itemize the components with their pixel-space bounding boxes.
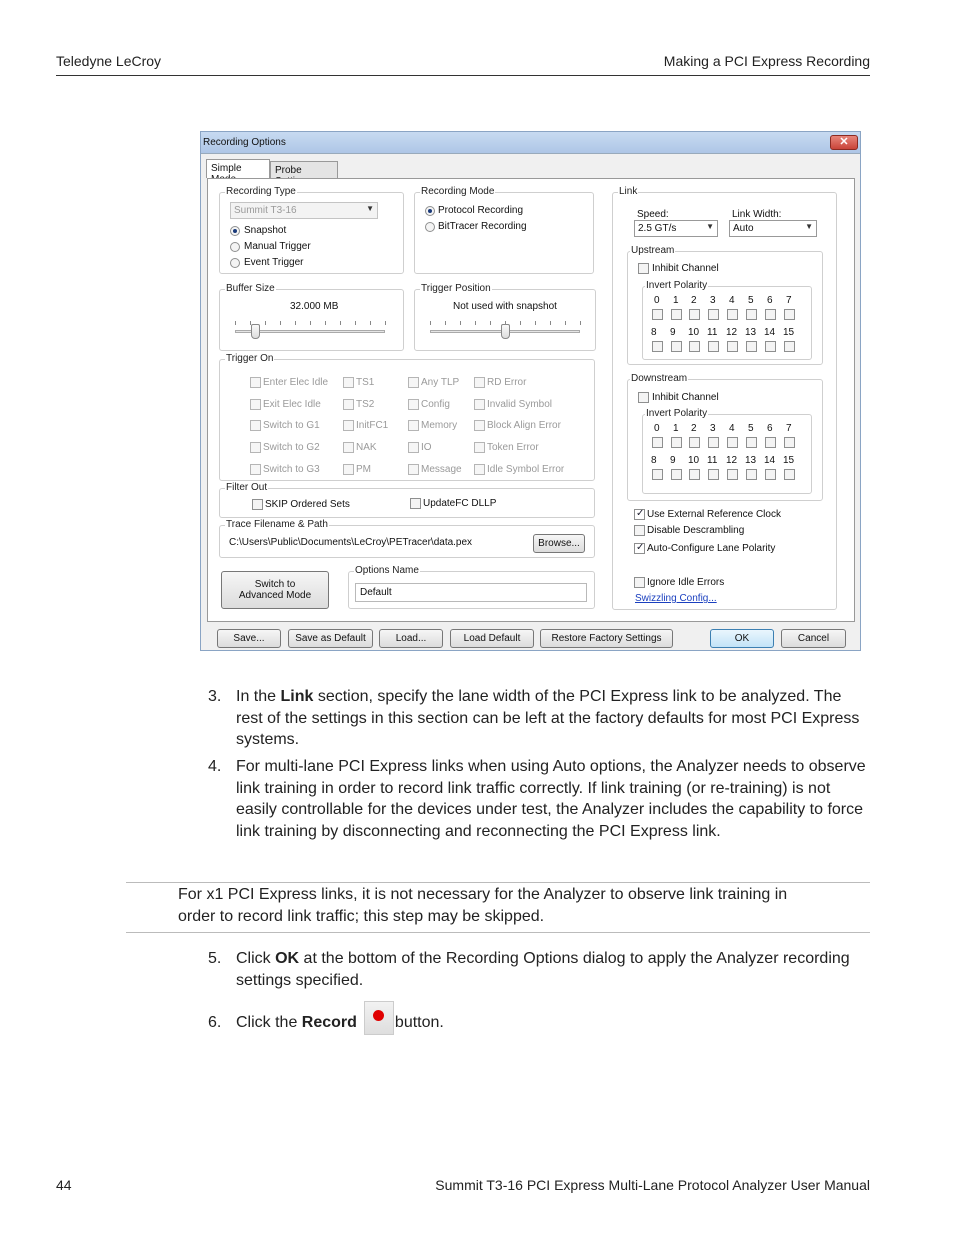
step-number: 4. — [208, 758, 222, 775]
slider-tick — [580, 321, 581, 325]
header-section-title: Making a PCI Express Recording — [663, 53, 870, 69]
trigger-option-label: IO — [421, 442, 432, 454]
step-number: 3. — [208, 688, 222, 705]
downstream-lane-polarity-checkbox[interactable] — [708, 437, 719, 448]
chevron-down-icon: ▼ — [706, 222, 714, 231]
trigger-option-label: Switch to G3 — [263, 463, 320, 475]
snapshot-radio[interactable] — [230, 226, 240, 236]
slider-tick — [340, 321, 341, 325]
event-trigger-radio[interactable] — [230, 258, 240, 268]
downstream-lane-number: 0 — [654, 423, 660, 434]
upstream-lane-polarity-checkbox[interactable] — [746, 309, 757, 320]
link-width-label: Link Width: — [732, 209, 782, 220]
downstream-lane-number: 4 — [729, 423, 735, 434]
event-trigger-label: Event Trigger — [244, 257, 304, 268]
trigger-option-label: PM — [356, 463, 371, 475]
trigger-option-label: Any TLP — [421, 377, 460, 388]
device-select-value: Summit T3-16 — [234, 205, 297, 216]
trigger-option-label: Invalid Symbol — [487, 398, 553, 410]
downstream-lane-polarity-checkbox[interactable] — [784, 469, 795, 480]
upstream-lane-number: 4 — [729, 295, 735, 306]
slider-tick — [475, 321, 476, 325]
trigger-option-label: Switch to G2 — [263, 442, 320, 454]
upstream-lane-number: 6 — [767, 295, 773, 306]
close-button[interactable]: ✕ — [830, 135, 858, 150]
buffer-size-slider[interactable] — [251, 324, 260, 339]
upstream-inhibit-label: Inhibit Channel — [652, 263, 719, 274]
external-ref-clock-label: Use External Reference Clock — [647, 509, 781, 520]
upstream-lane-polarity-checkbox[interactable] — [708, 341, 719, 352]
auto-configure-polarity-label: Auto-Configure Lane Polarity — [647, 543, 776, 554]
dialog-title: Recording Options — [203, 137, 286, 148]
step-text-pre: Click the — [236, 1014, 302, 1031]
note-rule-bottom — [126, 932, 870, 933]
upstream-lane-polarity-checkbox[interactable] — [689, 341, 700, 352]
step-text — [236, 948, 870, 991]
slider-tick — [505, 321, 506, 325]
trigger-option-label: Switch to G1 — [263, 420, 320, 432]
downstream-lane-number: 13 — [745, 455, 757, 466]
trigger-option-label: Memory — [421, 420, 458, 432]
recording-type-group — [219, 186, 404, 274]
upstream-lane-polarity-checkbox[interactable] — [784, 341, 795, 352]
buffer-size-label: Buffer Size — [226, 283, 275, 294]
record-button-icon — [364, 1001, 394, 1035]
options-name-group — [348, 565, 595, 609]
trigger-option-label: RD Error — [487, 377, 527, 388]
downstream-inhibit-label: Inhibit Channel — [652, 392, 719, 403]
trigger-checkbox[interactable] — [408, 442, 419, 453]
header-company: Teledyne LeCroy — [56, 53, 162, 69]
downstream-inhibit-checkbox[interactable] — [638, 392, 649, 403]
swizzling-config-link[interactable]: Swizzling Config... — [635, 593, 717, 604]
slider-tick — [265, 321, 266, 325]
slider-tick — [250, 321, 251, 325]
upstream-lane-number: 14 — [764, 327, 776, 338]
upstream-lane-polarity-checkbox[interactable] — [765, 341, 776, 352]
trigger-option-label: InitFC1 — [356, 420, 389, 432]
step-text: For multi-lane PCI Express links when using Auto options, the Analyzer needs to observe link training in order to record link traffic correctly. If link training (or re-training) is not easily controllable for the devices under test, the Analyzer includes the capability to force link training by disconnecting and reconnecting the PCI Express link. — [236, 758, 866, 841]
downstream-lane-number: 7 — [786, 423, 792, 434]
trigger-option-label: Idle Symbol Error — [487, 463, 565, 475]
trigger-option-label: Enter Elec Idle — [263, 377, 329, 388]
trace-filename-group — [219, 519, 595, 558]
downstream-lane-number: 12 — [726, 455, 738, 466]
trigger-checkbox[interactable] — [250, 399, 261, 410]
protocol-recording-label: Protocol Recording — [438, 205, 524, 216]
upstream-lane-number: 2 — [691, 295, 697, 306]
chevron-down-icon: ▼ — [366, 204, 374, 213]
upstream-lane-number: 15 — [783, 327, 795, 338]
slider-tick — [430, 321, 431, 325]
upstream-lane-number: 8 — [651, 327, 657, 338]
upstream-lane-polarity-checkbox[interactable] — [652, 309, 663, 320]
trigger-checkbox[interactable] — [250, 420, 261, 431]
downstream-lane-polarity-checkbox[interactable] — [689, 437, 700, 448]
upstream-lane-polarity-checkbox[interactable] — [671, 341, 682, 352]
downstream-lane-number: 6 — [767, 423, 773, 434]
step-text-pre: Click — [236, 950, 276, 967]
link-group — [612, 186, 837, 610]
trigger-option-label: Message — [421, 463, 462, 475]
trigger-checkbox[interactable] — [250, 442, 261, 453]
speed-select-value: 2.5 GT/s — [638, 223, 677, 234]
upstream-lane-polarity-checkbox[interactable] — [784, 309, 795, 320]
downstream-label: Downstream — [631, 373, 688, 384]
protocol-recording-radio[interactable] — [425, 206, 435, 216]
trigger-checkbox[interactable] — [408, 377, 419, 388]
downstream-polarity-label: Invert Polarity — [646, 408, 708, 419]
load-default-button[interactable]: Load Default — [450, 629, 534, 648]
trigger-option-label: Token Error — [487, 442, 539, 454]
trigger-checkbox[interactable] — [343, 377, 354, 388]
trigger-checkbox[interactable] — [343, 442, 354, 453]
trace-filename-path: C:\Users\Public\Documents\LeCroy\PETracer\data.pex — [229, 537, 473, 548]
downstream-lane-polarity-checkbox[interactable] — [652, 469, 663, 480]
slider-tick — [295, 321, 296, 325]
recording-type-label: Recording Type — [226, 186, 296, 197]
step-number: 6. — [208, 1014, 222, 1031]
slider-tick — [370, 321, 371, 325]
upstream-lane-polarity-checkbox[interactable] — [765, 309, 776, 320]
upstream-lane-polarity-checkbox[interactable] — [727, 341, 738, 352]
save-as-default-button[interactable]: Save as Default — [288, 629, 373, 648]
downstream-lane-number: 8 — [651, 455, 657, 466]
updatefc-dllp-checkbox[interactable] — [410, 498, 421, 509]
step-bold-term: Link — [280, 688, 314, 705]
trigger-on-label: Trigger On — [226, 353, 274, 364]
downstream-lane-number: 15 — [783, 455, 795, 466]
chevron-down-icon: ▼ — [805, 222, 813, 231]
upstream-lane-polarity-checkbox[interactable] — [727, 309, 738, 320]
upstream-lane-polarity-checkbox[interactable] — [671, 309, 682, 320]
slider-tick — [310, 321, 311, 325]
downstream-lane-polarity-checkbox[interactable] — [784, 437, 795, 448]
downstream-lane-number: 1 — [673, 423, 679, 434]
trigger-checkbox[interactable] — [250, 377, 261, 388]
restore-factory-settings-button[interactable]: Restore Factory Settings — [540, 629, 673, 648]
page-number: 44 — [56, 1177, 72, 1193]
upstream-lane-polarity-checkbox[interactable] — [652, 341, 663, 352]
header-rule — [56, 75, 870, 76]
slider-tick — [235, 321, 236, 325]
ok-button[interactable]: OK — [710, 629, 774, 648]
downstream-lane-polarity-checkbox[interactable] — [765, 437, 776, 448]
disable-descrambling-checkbox[interactable] — [634, 525, 645, 536]
disable-descrambling-label: Disable Descrambling — [647, 525, 745, 536]
step-text — [236, 1012, 870, 1034]
step-bold-term: OK — [275, 950, 300, 967]
downstream-lane-number: 9 — [670, 455, 676, 466]
external-ref-clock-checkbox[interactable] — [634, 509, 645, 520]
note-rule-top — [126, 882, 870, 883]
options-name-input[interactable]: Default — [355, 583, 587, 602]
advanced-mode-line1: Switch to — [254, 579, 296, 590]
bittracer-recording-radio[interactable] — [425, 222, 435, 232]
downstream-lane-polarity-checkbox[interactable] — [689, 469, 700, 480]
trigger-option-label: Config — [421, 398, 450, 410]
upstream-lane-number: 12 — [726, 327, 738, 338]
buffer-size-value: 32.000 MB — [290, 301, 339, 312]
upstream-lane-number: 9 — [670, 327, 676, 338]
trigger-checkbox[interactable] — [408, 420, 419, 431]
filter-out-group — [219, 482, 595, 518]
trigger-position-slider[interactable] — [501, 324, 510, 339]
upstream-lane-polarity-checkbox[interactable] — [746, 341, 757, 352]
manual-trigger-radio[interactable] — [230, 242, 240, 252]
downstream-lane-polarity-checkbox[interactable] — [765, 469, 776, 480]
upstream-label: Upstream — [631, 245, 675, 256]
simple-mode-panel — [207, 178, 855, 622]
downstream-lane-polarity-checkbox[interactable] — [727, 437, 738, 448]
downstream-polarity-group — [642, 408, 812, 494]
upstream-lane-number: 7 — [786, 295, 792, 306]
trigger-option-label: TS2 — [356, 398, 375, 410]
step-number: 5. — [208, 950, 222, 967]
slider-tick — [550, 321, 551, 325]
tab-simple-mode[interactable]: Simple — [206, 159, 270, 178]
upstream-polarity-label: Invert Polarity — [646, 280, 708, 291]
trace-filename-label: Trace Filename & Path — [226, 519, 328, 530]
downstream-lane-number: 14 — [764, 455, 776, 466]
upstream-lane-number: 5 — [748, 295, 754, 306]
trigger-checkbox[interactable] — [474, 399, 485, 410]
upstream-lane-number: 0 — [654, 295, 660, 306]
slider-tick — [520, 321, 521, 325]
slider-tick — [445, 321, 446, 325]
trigger-checkbox[interactable] — [343, 399, 354, 410]
downstream-lane-polarity-checkbox[interactable] — [746, 437, 757, 448]
load-button[interactable]: Load... — [379, 629, 443, 648]
upstream-lane-polarity-checkbox[interactable] — [708, 309, 719, 320]
trigger-checkbox[interactable] — [474, 442, 485, 453]
downstream-lane-polarity-checkbox[interactable] — [708, 469, 719, 480]
auto-configure-polarity-checkbox[interactable] — [634, 543, 645, 554]
upstream-polarity-group — [642, 280, 812, 360]
downstream-lane-number: 5 — [748, 423, 754, 434]
downstream-lane-number: 2 — [691, 423, 697, 434]
manual-trigger-label: Manual Trigger — [244, 241, 311, 252]
note-text: For x1 PCI Express links, it is not necessary for the Analyzer to observe link training in order to record link traffic; this step may be skipped. — [178, 886, 788, 925]
snapshot-label: Snapshot — [244, 225, 287, 236]
trigger-checkbox[interactable] — [408, 399, 419, 410]
options-name-label: Options Name — [355, 565, 419, 576]
downstream-group — [627, 373, 823, 501]
downstream-lane-polarity-checkbox[interactable] — [652, 437, 663, 448]
recording-options-dialog — [200, 131, 861, 651]
slider-tick — [355, 321, 356, 325]
downstream-lane-polarity-checkbox[interactable] — [671, 469, 682, 480]
trigger-position-label: Trigger Position — [421, 283, 491, 294]
link-width-select-value: Auto — [733, 223, 754, 234]
upstream-lane-number: 11 — [707, 327, 718, 338]
upstream-lane-number: 13 — [745, 327, 757, 338]
browse-button[interactable]: Browse... — [533, 534, 585, 553]
downstream-lane-polarity-checkbox[interactable] — [727, 469, 738, 480]
speed-label: Speed: — [637, 209, 669, 220]
step-text-post: button. — [394, 1014, 444, 1031]
trigger-option-label: Exit Elec Idle — [263, 398, 321, 410]
link-width-select[interactable] — [729, 220, 817, 237]
slider-tick — [385, 321, 386, 325]
save-button[interactable]: Save... — [217, 629, 281, 648]
link-label: Link — [619, 186, 638, 197]
record-dot-icon — [373, 1010, 384, 1021]
recording-mode-label: Recording Mode — [421, 186, 495, 197]
advanced-mode-line2: Advanced Mode — [238, 590, 312, 601]
upstream-lane-number: 1 — [673, 295, 679, 306]
downstream-lane-polarity-checkbox[interactable] — [746, 469, 757, 480]
dialog-titlebar — [201, 132, 860, 154]
skip-ordered-sets-label: SKIP Ordered Sets — [265, 499, 350, 510]
downstream-lane-polarity-checkbox[interactable] — [671, 437, 682, 448]
step-text-pre: In the — [236, 688, 281, 705]
trigger-option-label: TS1 — [356, 377, 375, 388]
trigger-on-group — [219, 353, 595, 481]
trigger-checkbox[interactable] — [474, 377, 485, 388]
bittracer-recording-label: BitTracer Recording — [438, 221, 527, 232]
downstream-lane-number: 11 — [707, 455, 718, 466]
ignore-idle-errors-checkbox[interactable] — [634, 577, 645, 588]
buffer-size-group — [219, 283, 404, 351]
manual-title: Summit T3-16 PCI Express Multi-Lane Protocol Analyzer User Manual — [435, 1177, 870, 1193]
cancel-button[interactable]: Cancel — [781, 629, 846, 648]
trigger-checkbox[interactable] — [343, 464, 354, 475]
trigger-option-label: Block Align Error — [487, 420, 561, 432]
trigger-position-group — [414, 283, 596, 351]
slider-tick — [460, 321, 461, 325]
upstream-group — [627, 245, 823, 365]
slider-tick — [490, 321, 491, 325]
trigger-checkbox[interactable] — [474, 420, 485, 431]
upstream-lane-number: 10 — [688, 327, 700, 338]
slider-tick — [565, 321, 566, 325]
step-bold-term: Record — [301, 1014, 357, 1031]
device-select — [230, 202, 378, 219]
recording-mode-group — [414, 186, 594, 274]
trigger-checkbox[interactable] — [474, 464, 485, 475]
skip-ordered-sets-checkbox[interactable] — [252, 499, 263, 510]
trigger-option-label: NAK — [356, 442, 377, 454]
upstream-lane-polarity-checkbox[interactable] — [689, 309, 700, 320]
updatefc-dllp-label: UpdateFC DLLP — [423, 498, 497, 509]
trigger-checkbox[interactable] — [250, 464, 261, 475]
advanced-mode-button[interactable] — [221, 571, 329, 609]
downstream-lane-number: 10 — [688, 455, 700, 466]
step-text-post: at the bottom of the Recording Options dialog to apply the Analyzer recording settings specified. — [236, 950, 850, 989]
trigger-checkbox[interactable] — [408, 464, 419, 475]
tab-probe-settings[interactable]: Probe — [270, 161, 338, 178]
slider-tick — [535, 321, 536, 325]
upstream-inhibit-checkbox[interactable] — [638, 263, 649, 274]
upstream-lane-number: 3 — [710, 295, 716, 306]
filter-out-label: Filter Out — [226, 482, 268, 493]
trigger-position-value: Not used with snapshot — [453, 301, 557, 312]
trigger-checkbox[interactable] — [343, 420, 354, 431]
downstream-lane-number: 3 — [710, 423, 716, 434]
slider-tick — [325, 321, 326, 325]
slider-tick — [280, 321, 281, 325]
step-text — [236, 686, 870, 751]
speed-select[interactable] — [634, 220, 718, 237]
ignore-idle-errors-label: Ignore Idle Errors — [647, 577, 725, 588]
step-text-post: section, specify the lane width of the PCI Express link to be analyzed. The rest of the settings in this section can be left at the factory defaults for most PCI Express systems. — [236, 688, 860, 749]
